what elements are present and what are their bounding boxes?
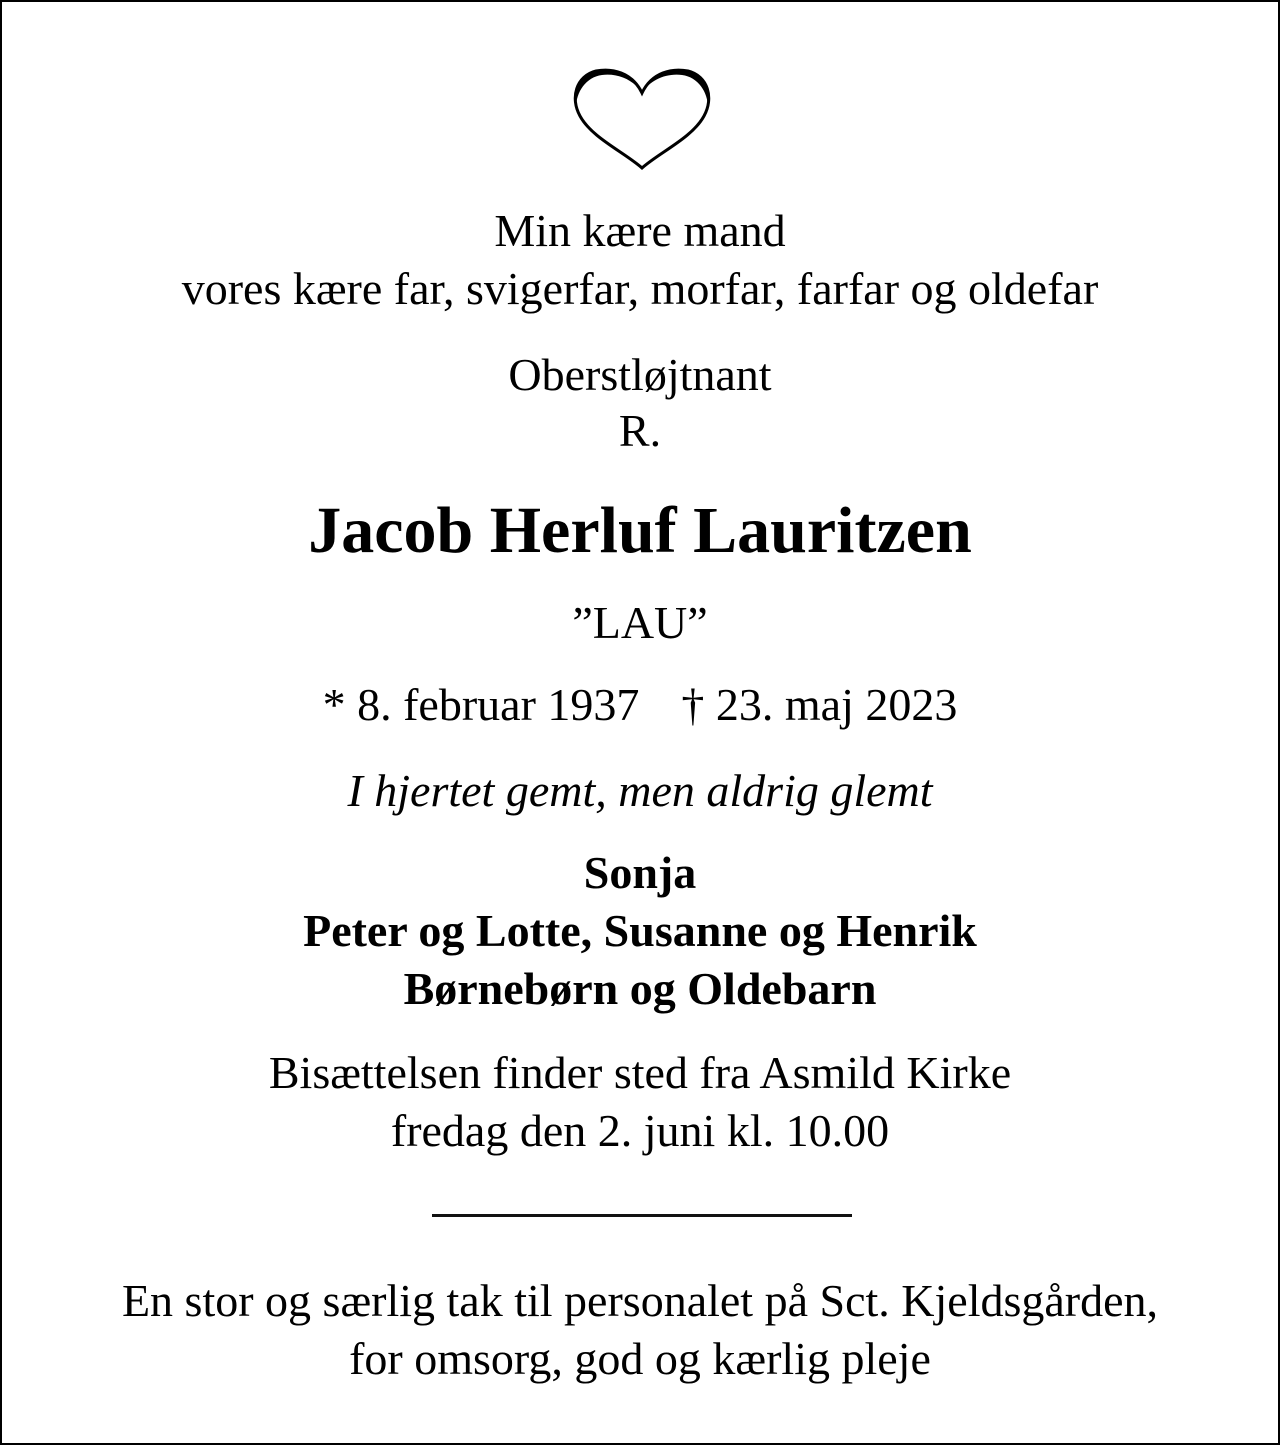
- epitaph: I hjertet gemt, men aldrig glemt: [347, 765, 933, 816]
- death-date: † 23. maj 2023: [681, 679, 958, 730]
- deceased-nickname: ”LAU”: [572, 597, 708, 648]
- mourner-line-3: Børnebørn og Oldebarn: [403, 963, 877, 1014]
- thanks-line-2: for omsorg, god og kærlig pleje: [349, 1333, 931, 1384]
- divider-line: [432, 1214, 852, 1217]
- funeral-line-2: fredag den 2. juni kl. 10.00: [390, 1105, 890, 1156]
- birth-date: * 8. februar 1937: [322, 679, 640, 730]
- rank-title: Oberstløjtnant: [508, 349, 772, 400]
- life-dates: [2, 679, 1278, 730]
- heart-outline-icon: [568, 62, 716, 174]
- mourner-line-2: Peter og Lotte, Susanne og Henrik: [303, 905, 977, 956]
- funeral-line-1: Bisættelsen finder sted fra Asmild Kirke: [268, 1047, 1012, 1098]
- intro-line-2: vores kære far, svigerfar, morfar, farfar og oldefar: [181, 263, 1099, 314]
- mourner-line-1: Sonja: [583, 847, 697, 898]
- rank-suffix: R.: [618, 405, 662, 456]
- deceased-name: Jacob Herluf Lauritzen: [308, 494, 972, 567]
- thanks-line-1: En stor og særlig tak til personalet på Sct. Kjeldsgården,: [121, 1275, 1159, 1326]
- intro-line-1: Min kære mand: [494, 205, 786, 256]
